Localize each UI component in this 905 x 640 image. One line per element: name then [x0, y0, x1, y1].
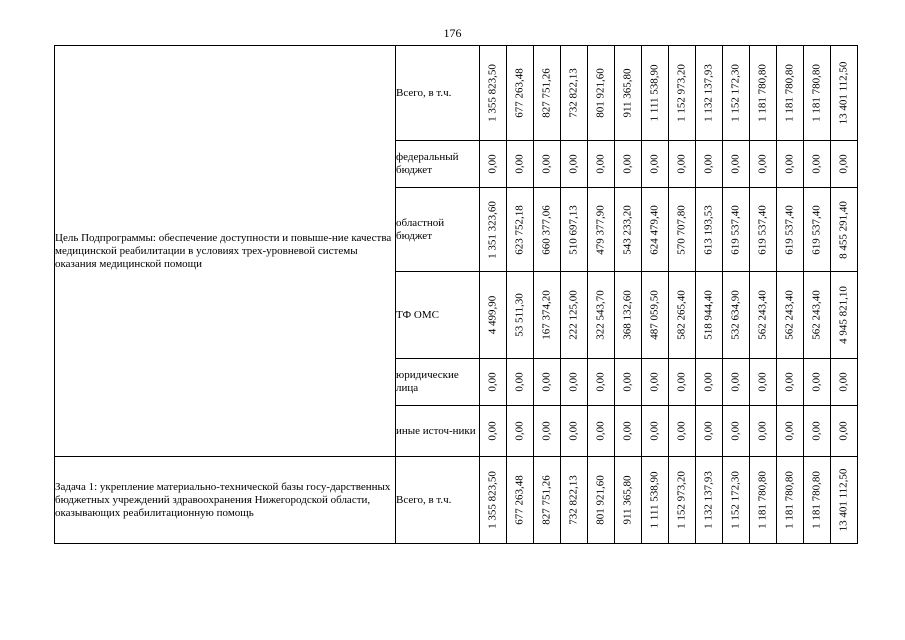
table-row — [55, 457, 858, 544]
amount-cell — [507, 46, 534, 141]
amount-cell — [696, 359, 723, 406]
amount-cell — [615, 359, 642, 406]
amount-value: 543 233,20 — [621, 204, 634, 255]
amount-value: 1 181 780,80 — [783, 471, 796, 529]
amount-cell — [642, 272, 669, 359]
amount-value: 0,00 — [756, 154, 769, 174]
amount-cell — [507, 457, 534, 544]
amount-cell — [750, 141, 777, 188]
amount-value: 0,00 — [837, 421, 850, 441]
amount-cell — [588, 141, 615, 188]
goal-cell — [55, 46, 396, 457]
amount-value: 0,00 — [486, 372, 499, 392]
funding-source-cell — [396, 359, 480, 406]
amount-value: 0,00 — [702, 154, 715, 174]
amount-cell — [534, 457, 561, 544]
amount-cell — [534, 359, 561, 406]
amount-value: 0,00 — [729, 154, 742, 174]
amount-value: 0,00 — [702, 372, 715, 392]
amount-cell — [777, 457, 804, 544]
amount-cell — [534, 141, 561, 188]
amount-cell — [777, 141, 804, 188]
amount-cell — [534, 46, 561, 141]
amount-value: 0,00 — [810, 154, 823, 174]
amount-cell — [831, 359, 858, 406]
amount-cell — [750, 272, 777, 359]
amount-cell — [534, 272, 561, 359]
amount-value: 1 132 137,93 — [702, 471, 715, 529]
amount-value: 0,00 — [810, 421, 823, 441]
amount-value: 1 181 780,80 — [810, 471, 823, 529]
amount-value: 487 059,50 — [648, 290, 661, 340]
funding-source-label: Всего, в т.ч. — [396, 86, 452, 99]
amount-value: 619 537,40 — [729, 204, 742, 255]
amount-cell — [696, 406, 723, 457]
amount-cell — [615, 188, 642, 272]
amount-value: 167 374,20 — [540, 290, 553, 340]
amount-cell — [831, 46, 858, 141]
amount-value: 1 111 538,90 — [648, 64, 661, 122]
amount-cell — [750, 46, 777, 141]
amount-cell — [480, 457, 507, 544]
amount-value: 619 537,40 — [783, 204, 796, 255]
amount-cell — [723, 457, 750, 544]
amount-value: 0,00 — [648, 154, 661, 174]
amount-value: 801 921,60 — [594, 68, 607, 118]
amount-value: 570 707,80 — [675, 204, 688, 255]
amount-cell — [534, 188, 561, 272]
amount-cell — [831, 188, 858, 272]
amount-cell — [750, 188, 777, 272]
goal-text: Цель Подпрограммы: обеспечение доступности и повыше-ние качества медицинской реабилитации в условиях трех-уровневой системы оказания медицинской помощи — [55, 231, 392, 270]
funding-source-label: Всего, в т.ч. — [396, 493, 452, 506]
amount-value: 0,00 — [540, 372, 553, 392]
amount-value: 0,00 — [540, 154, 553, 174]
budget-table — [54, 45, 858, 544]
amount-cell — [561, 406, 588, 457]
amount-value: 0,00 — [837, 154, 850, 174]
amount-cell — [804, 457, 831, 544]
amount-cell — [561, 188, 588, 272]
amount-value: 0,00 — [729, 421, 742, 441]
amount-cell — [588, 272, 615, 359]
amount-value: 0,00 — [513, 421, 526, 441]
amount-cell — [507, 406, 534, 457]
amount-value: 0,00 — [648, 421, 661, 441]
amount-value: 1 181 780,80 — [756, 64, 769, 122]
amount-value: 827 751,26 — [540, 475, 553, 525]
amount-cell — [507, 272, 534, 359]
amount-value: 1 355 823,50 — [486, 471, 499, 529]
amount-cell — [723, 272, 750, 359]
amount-value: 0,00 — [513, 154, 526, 174]
amount-cell — [642, 457, 669, 544]
amount-cell — [777, 359, 804, 406]
amount-value: 0,00 — [756, 421, 769, 441]
amount-cell — [588, 188, 615, 272]
amount-cell — [615, 46, 642, 141]
amount-cell — [804, 188, 831, 272]
amount-cell — [669, 46, 696, 141]
amount-cell — [480, 272, 507, 359]
funding-source-label: юридические лица — [396, 369, 459, 394]
amount-value: 0,00 — [675, 372, 688, 392]
amount-value: 0,00 — [783, 421, 796, 441]
amount-cell — [480, 359, 507, 406]
amount-cell — [642, 188, 669, 272]
amount-value: 801 921,60 — [594, 475, 607, 525]
amount-value: 0,00 — [567, 372, 580, 392]
amount-cell — [480, 188, 507, 272]
amount-cell — [696, 46, 723, 141]
amount-cell — [777, 272, 804, 359]
amount-value: 0,00 — [567, 421, 580, 441]
amount-value: 0,00 — [621, 154, 634, 174]
amount-value: 1 152 172,30 — [729, 64, 742, 122]
amount-cell — [642, 46, 669, 141]
amount-cell — [642, 359, 669, 406]
funding-source-cell — [396, 272, 480, 359]
amount-value: 911 365,80 — [621, 475, 634, 525]
funding-source-cell — [396, 406, 480, 457]
amount-value: 582 265,40 — [675, 290, 688, 340]
amount-value: 1 355 823,50 — [486, 64, 499, 122]
amount-cell — [777, 46, 804, 141]
amount-value: 613 193,53 — [702, 204, 715, 255]
amount-cell — [777, 406, 804, 457]
amount-cell — [831, 272, 858, 359]
amount-cell — [669, 457, 696, 544]
amount-value: 0,00 — [594, 154, 607, 174]
amount-value: 0,00 — [729, 372, 742, 392]
amount-value: 732 822,13 — [567, 68, 580, 118]
amount-value: 732 822,13 — [567, 475, 580, 525]
amount-cell — [696, 141, 723, 188]
amount-value: 619 537,40 — [756, 204, 769, 255]
budget-table-body — [55, 46, 858, 544]
amount-cell — [642, 141, 669, 188]
amount-cell — [723, 46, 750, 141]
amount-cell — [831, 457, 858, 544]
funding-source-label: федеральный бюджет — [396, 151, 459, 176]
amount-value: 623 752,18 — [513, 204, 526, 255]
amount-value: 0,00 — [621, 421, 634, 441]
amount-value: 660 377,06 — [540, 204, 553, 255]
amount-cell — [831, 141, 858, 188]
amount-cell — [561, 359, 588, 406]
amount-cell — [804, 272, 831, 359]
amount-value: 562 243,40 — [810, 290, 823, 340]
amount-value: 0,00 — [756, 372, 769, 392]
amount-value: 0,00 — [702, 421, 715, 441]
amount-value: 1 132 137,93 — [702, 64, 715, 122]
amount-cell — [588, 46, 615, 141]
amount-cell — [480, 141, 507, 188]
funding-source-label: ТФ ОМС — [396, 308, 439, 321]
amount-cell — [615, 141, 642, 188]
task-cell — [55, 457, 396, 544]
amount-cell — [615, 457, 642, 544]
amount-cell — [669, 141, 696, 188]
amount-value: 479 377,90 — [594, 204, 607, 255]
amount-cell — [696, 188, 723, 272]
amount-value: 13 401 112,50 — [837, 468, 850, 532]
funding-source-cell — [396, 188, 480, 272]
amount-cell — [507, 359, 534, 406]
amount-cell — [480, 46, 507, 141]
funding-source-label: иные источ-ники — [396, 424, 476, 437]
amount-value: 0,00 — [675, 154, 688, 174]
amount-cell — [669, 272, 696, 359]
amount-value: 322 543,70 — [594, 290, 607, 340]
amount-value: 1 181 780,80 — [783, 64, 796, 122]
amount-value: 8 455 291,40 — [837, 200, 850, 259]
amount-cell — [669, 188, 696, 272]
amount-value: 0,00 — [810, 372, 823, 392]
amount-cell — [804, 359, 831, 406]
amount-value: 0,00 — [594, 372, 607, 392]
amount-value: 1 152 973,20 — [675, 471, 688, 529]
amount-cell — [480, 406, 507, 457]
table-row — [55, 46, 858, 141]
amount-value: 677 263,48 — [513, 68, 526, 118]
amount-value: 4 945 821,10 — [837, 286, 850, 344]
amount-value: 0,00 — [837, 372, 850, 392]
amount-value: 0,00 — [648, 372, 661, 392]
funding-source-cell — [396, 141, 480, 188]
amount-value: 510 697,13 — [567, 204, 580, 255]
amount-cell — [750, 457, 777, 544]
amount-cell — [588, 457, 615, 544]
amount-value: 13 401 112,50 — [837, 61, 850, 125]
amount-value: 53 511,30 — [513, 293, 526, 337]
amount-value: 1 152 973,20 — [675, 64, 688, 122]
amount-cell — [507, 188, 534, 272]
amount-value: 4 499,90 — [486, 295, 499, 335]
amount-cell — [696, 457, 723, 544]
amount-value: 562 243,40 — [783, 290, 796, 340]
amount-value: 1 351 323,60 — [486, 200, 499, 259]
amount-value: 222 125,00 — [567, 290, 580, 340]
amount-value: 1 152 172,30 — [729, 471, 742, 529]
page-number: 176 — [443, 26, 462, 40]
amount-value: 562 243,40 — [756, 290, 769, 340]
amount-value: 1 181 780,80 — [810, 64, 823, 122]
amount-cell — [588, 359, 615, 406]
amount-cell — [561, 141, 588, 188]
amount-value: 0,00 — [567, 154, 580, 174]
amount-value: 0,00 — [540, 421, 553, 441]
amount-cell — [642, 406, 669, 457]
amount-cell — [831, 406, 858, 457]
amount-value: 0,00 — [513, 372, 526, 392]
amount-value: 827 751,26 — [540, 68, 553, 118]
amount-value: 0,00 — [783, 372, 796, 392]
amount-cell — [588, 406, 615, 457]
amount-value: 0,00 — [675, 421, 688, 441]
amount-cell — [750, 406, 777, 457]
amount-value: 1 111 538,90 — [648, 471, 661, 529]
amount-value: 0,00 — [594, 421, 607, 441]
amount-cell — [615, 406, 642, 457]
funding-source-cell — [396, 457, 480, 544]
amount-cell — [696, 272, 723, 359]
amount-cell — [561, 46, 588, 141]
amount-value: 624 479,40 — [648, 204, 661, 255]
amount-value: 518 944,40 — [702, 290, 715, 340]
funding-source-cell — [396, 46, 480, 141]
amount-cell — [804, 46, 831, 141]
amount-cell — [507, 141, 534, 188]
amount-value: 911 365,80 — [621, 68, 634, 118]
amount-cell — [561, 272, 588, 359]
amount-value: 0,00 — [621, 372, 634, 392]
amount-cell — [777, 188, 804, 272]
amount-value: 0,00 — [486, 421, 499, 441]
funding-source-label: областной бюджет — [396, 216, 445, 242]
amount-value: 1 181 780,80 — [756, 471, 769, 529]
amount-cell — [804, 406, 831, 457]
amount-cell — [750, 359, 777, 406]
amount-value: 677 263,48 — [513, 475, 526, 525]
amount-cell — [723, 359, 750, 406]
amount-cell — [561, 457, 588, 544]
amount-cell — [723, 188, 750, 272]
amount-value: 368 132,60 — [621, 290, 634, 340]
amount-value: 532 634,90 — [729, 290, 742, 340]
amount-cell — [723, 141, 750, 188]
amount-cell — [723, 406, 750, 457]
amount-cell — [669, 406, 696, 457]
amount-value: 0,00 — [783, 154, 796, 174]
amount-value: 619 537,40 — [810, 204, 823, 255]
amount-cell — [669, 359, 696, 406]
amount-cell — [804, 141, 831, 188]
amount-cell — [534, 406, 561, 457]
amount-value: 0,00 — [486, 154, 499, 174]
amount-cell — [615, 272, 642, 359]
task-text: Задача 1: укрепление материально-технической базы госу-дарственных бюджетных учреждений здравоохранения Нижегородской области, оказывающих реабилитационную помощь — [55, 480, 391, 519]
